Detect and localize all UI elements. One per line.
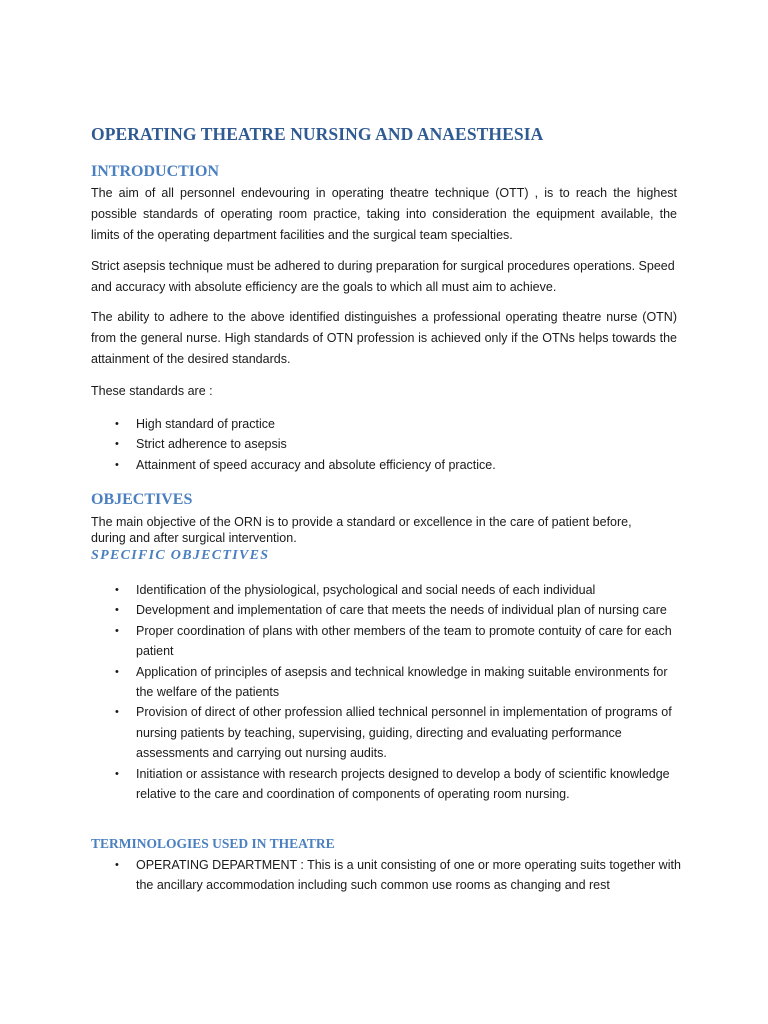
list-item-text: Identification of the physiological, psychological and social needs of each individual [136, 583, 596, 597]
list-item-text: Development and implementation of care that meets the needs of individual plan of nursing care [136, 603, 667, 618]
bullet-icon: • [115, 604, 119, 617]
intro-paragraph-4: These standards are : [91, 384, 213, 398]
list-item [91, 455, 681, 475]
list-item [91, 764, 681, 805]
list-item-text: OPERATING DEPARTMENT : This is a unit consisting of one or more operating suits together with the ancillary accommodation including such common use rooms as changing and rest [136, 858, 681, 893]
bullet-icon: • [115, 418, 119, 430]
bullet-icon: • [115, 665, 119, 678]
bullet-icon: • [115, 706, 119, 719]
standards-list [91, 414, 681, 475]
terminologies-heading: TERMINOLOGIES USED IN THEATRE [91, 836, 335, 851]
list-item [91, 855, 681, 896]
intro-paragraph-3: The ability to adhere to the above identified distinguishes a professional operating theatre nurse (OTN) from the general nurse. High standards of OTN profession is achieved only if the OTNs helps towards the attainment of the desired standards. [91, 310, 677, 366]
list-item [91, 662, 681, 703]
bullet-icon: • [115, 624, 119, 637]
list-item [91, 414, 681, 434]
list-item-text: Provision of direct of other profession allied technical personnel in implementation of programs of nursing patients by teaching, supervising, guiding, directing and evaluating performance assessments and carrying out nursing audits. [136, 705, 672, 761]
list-item-text: Application of principles of asepsis and technical knowledge in making suitable environments for the welfare of the patients [136, 664, 668, 700]
list-item-text: High standard of practice [136, 417, 275, 431]
bullet-icon: • [115, 438, 119, 451]
terminologies-list [91, 855, 681, 896]
list-item-text: Proper coordination of plans with other members of the team to promote contuity of care for each patient [136, 623, 672, 659]
objectives-heading: OBJECTIVES [91, 491, 193, 508]
list-item-text: Initiation or assistance with research projects designed to develop a body of scientific knowledge relative to the care and coordination of components of operating room nursing. [136, 766, 670, 802]
list-item-text: Strict adherence to asepsis [136, 437, 287, 452]
objectives-paragraph: The main objective of the ORN is to provide a standard or excellence in the care of patient before, during and after surgical intervention. [91, 515, 632, 545]
bullet-icon: • [115, 859, 119, 871]
intro-paragraph-2: Strict asepsis technique must be adhered to during preparation for surgical procedures operations. Speed and accuracy with absolute efficiency are the goals to which all must aim to achieve. [91, 259, 675, 294]
list-item-text: Attainment of speed accuracy and absolute efficiency of practice. [136, 457, 496, 472]
intro-paragraph-1: The aim of all personnel endevouring in operating theatre technique (OTT) , is to reach the highest possible standards of operating room practice, taking into consideration the equipment available, the limits of the operating department facilities and the surgical team specialties. [91, 186, 677, 242]
specific-objectives-heading: SPECIFIC OBJECTIVES [91, 548, 270, 563]
list-item [91, 702, 681, 763]
list-item [91, 434, 681, 454]
introduction-heading: INTRODUCTION [91, 163, 220, 180]
bullet-icon: • [115, 767, 119, 780]
list-item [91, 580, 681, 600]
document-title: OPERATING THEATRE NURSING AND ANAESTHESIA [91, 124, 544, 144]
bullet-icon: • [115, 584, 119, 596]
bullet-icon: • [115, 458, 119, 471]
specific-objectives-list [91, 580, 681, 804]
list-item [91, 600, 681, 620]
list-item [91, 621, 681, 662]
